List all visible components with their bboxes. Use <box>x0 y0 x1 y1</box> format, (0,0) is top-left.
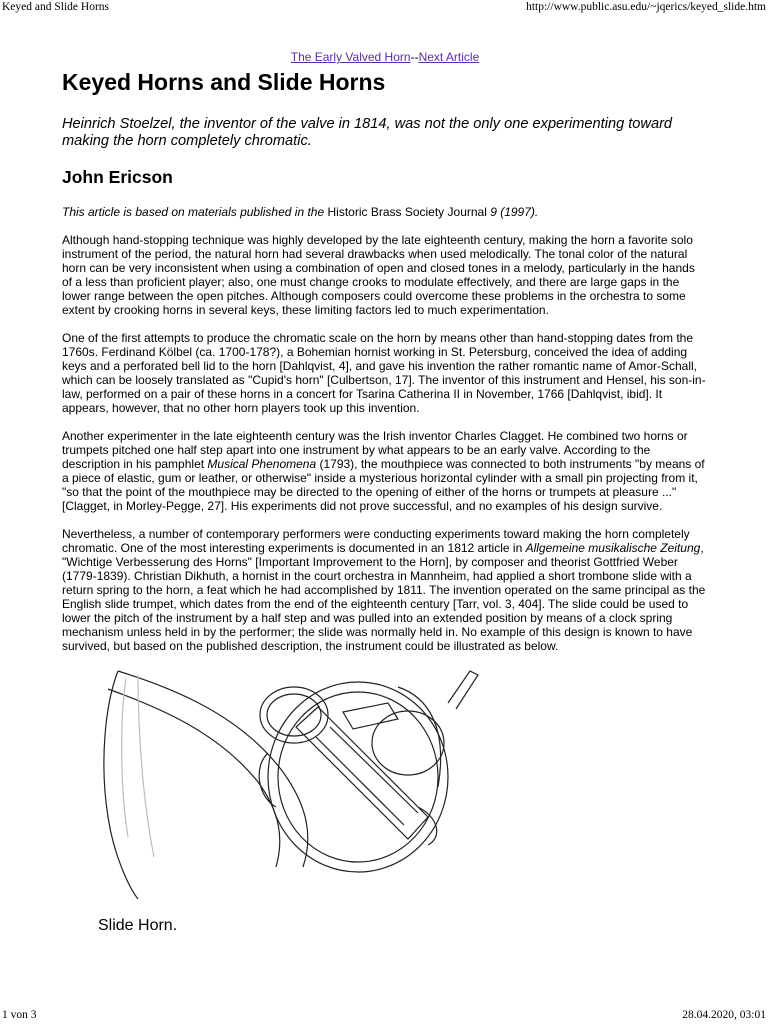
article-content <box>62 50 708 935</box>
source-note-prefix: This article is based on materials published in the <box>62 205 328 219</box>
paragraph-4 <box>62 527 708 653</box>
print-header <box>0 1 768 15</box>
nav-separator: -- <box>410 50 419 64</box>
article-lead: Heinrich Stoelzel, the inventor of the valve in 1814, was not the only one experimenting toward making the horn completely chromatic. <box>62 116 673 149</box>
paragraph-1: Although hand-stopping technique was highly developed by the late eighteenth century, making the horn a favorite solo instrument of the period, the natural horn had several drawbacks when used melodically. The tonal color of the natural horn can be very inconsistent when using a combination of open and closed tones in a melody, particularly in the hands of a less than proficient player; also, one must change crooks to modulate effectively, and there are large gaps in the lower range between the open pitches. Although composers could overcome these problems in the orchestra to some extent by crooking horns in several keys, these limiting factors led to much experimentation. <box>62 233 695 317</box>
paragraph-3 <box>62 429 708 513</box>
page-number: 1 von 3 <box>2 1009 37 1021</box>
paragraph-3-text-b: (1793), the mouthpiece was connected to both instruments "by means of a piece of elastic, gum or leather, or otherwise" inside a mysterious horizontal cylinder with a small pin projecting from it, "so that the point of the mouthpiece may be directed to the opening of either of the horns or trumpets at pleasure ..." [Clagget, in Morley-Pegge, 27]. His experiments did not prove successful, and no examples of his design survive. <box>62 457 705 513</box>
print-footer <box>0 1009 768 1023</box>
paragraph-2: One of the first attempts to produce the chromatic scale on the horn by means other than hand-stopping dates from the 1760s. Ferdinand Kölbel (ca. 1700-178?), a Bohemian hornist working in St. Petersburg, conceived the idea of adding keys and a perforated bell lid to the horn [Dahlqvist, 4], and gave his invention the rather romantic name of Amor-Schall, which can be loosely translated as "Cupid's horn" [Culbertson, 17]. The inventor of this instrument and Hensel, his son-in-law, performed on a pair of these horns in a concert for Tsarina Catherina II in November, 1766 [Dahlqvist, ibid]. It appears, however, that no other horn players took up this invention. <box>62 331 706 415</box>
source-note <box>62 205 708 219</box>
article-author: John Ericson <box>62 167 173 187</box>
print-header-title: Keyed and Slide Horns <box>2 1 109 13</box>
print-timestamp: 28.04.2020, 03:01 <box>682 1009 766 1021</box>
source-note-journal: Historic Brass Society Journal <box>327 205 487 219</box>
slide-horn-figure <box>98 667 708 935</box>
next-article-link[interactable]: Next Article <box>418 50 480 64</box>
article-nav <box>62 50 708 64</box>
source-note-volume: 9 (1997). <box>486 205 539 219</box>
prev-article-link[interactable]: The Early Valved Horn <box>290 50 411 64</box>
paragraph-4-text-a: Nevertheless, a number of contemporary performers were conducting experiments toward making the horn completely chromatic. One of the most interesting experiments is documented in an 1812 article in <box>62 527 690 555</box>
paragraph-4-text-b: , "Wichtige Verbesserung des Horns" [Important Improvement to the Horn], by composer and theorist Gottfried Weber (1779-1839). Christian Dikhuth, a hornist in the court orchestra in Mannheim, had applied a short trombone slide with a return spring to the horn, a feat which he had accomplished by 1811. The invention operated on the same principal as the English slide trumpet, which dates from the end of the eighteenth century [Tarr, vol. 3, 404]. The slide could be used to lower the pitch of the instrument by a half step and was pulled into an extended position by means of a clock spring mechanism unless held in by the performer; the slide was normally held in. No example of this design is known to have survived, but based on the published description, the instrument could be illustrated as below. <box>62 541 706 653</box>
paragraph-3-title: Musical Phenomena <box>207 457 317 471</box>
figure-caption: Slide Horn. <box>98 917 178 934</box>
print-header-url: http://www.public.asu.edu/~jqerics/keyed_slide.htm <box>526 1 766 13</box>
slide-horn-illustration <box>98 667 518 902</box>
paragraph-3-text-a: Another experimenter in the late eighteenth century was the Irish inventor Charles Clagget. He combined two horns or trumpets pitched one half step apart into one instrument by what appears to be an early valve. According to the description in his pamphlet <box>62 429 688 471</box>
page-title: Keyed Horns and Slide Horns <box>62 69 386 95</box>
paragraph-4-title: Allgemeine musikalische Zeitung <box>525 541 701 555</box>
